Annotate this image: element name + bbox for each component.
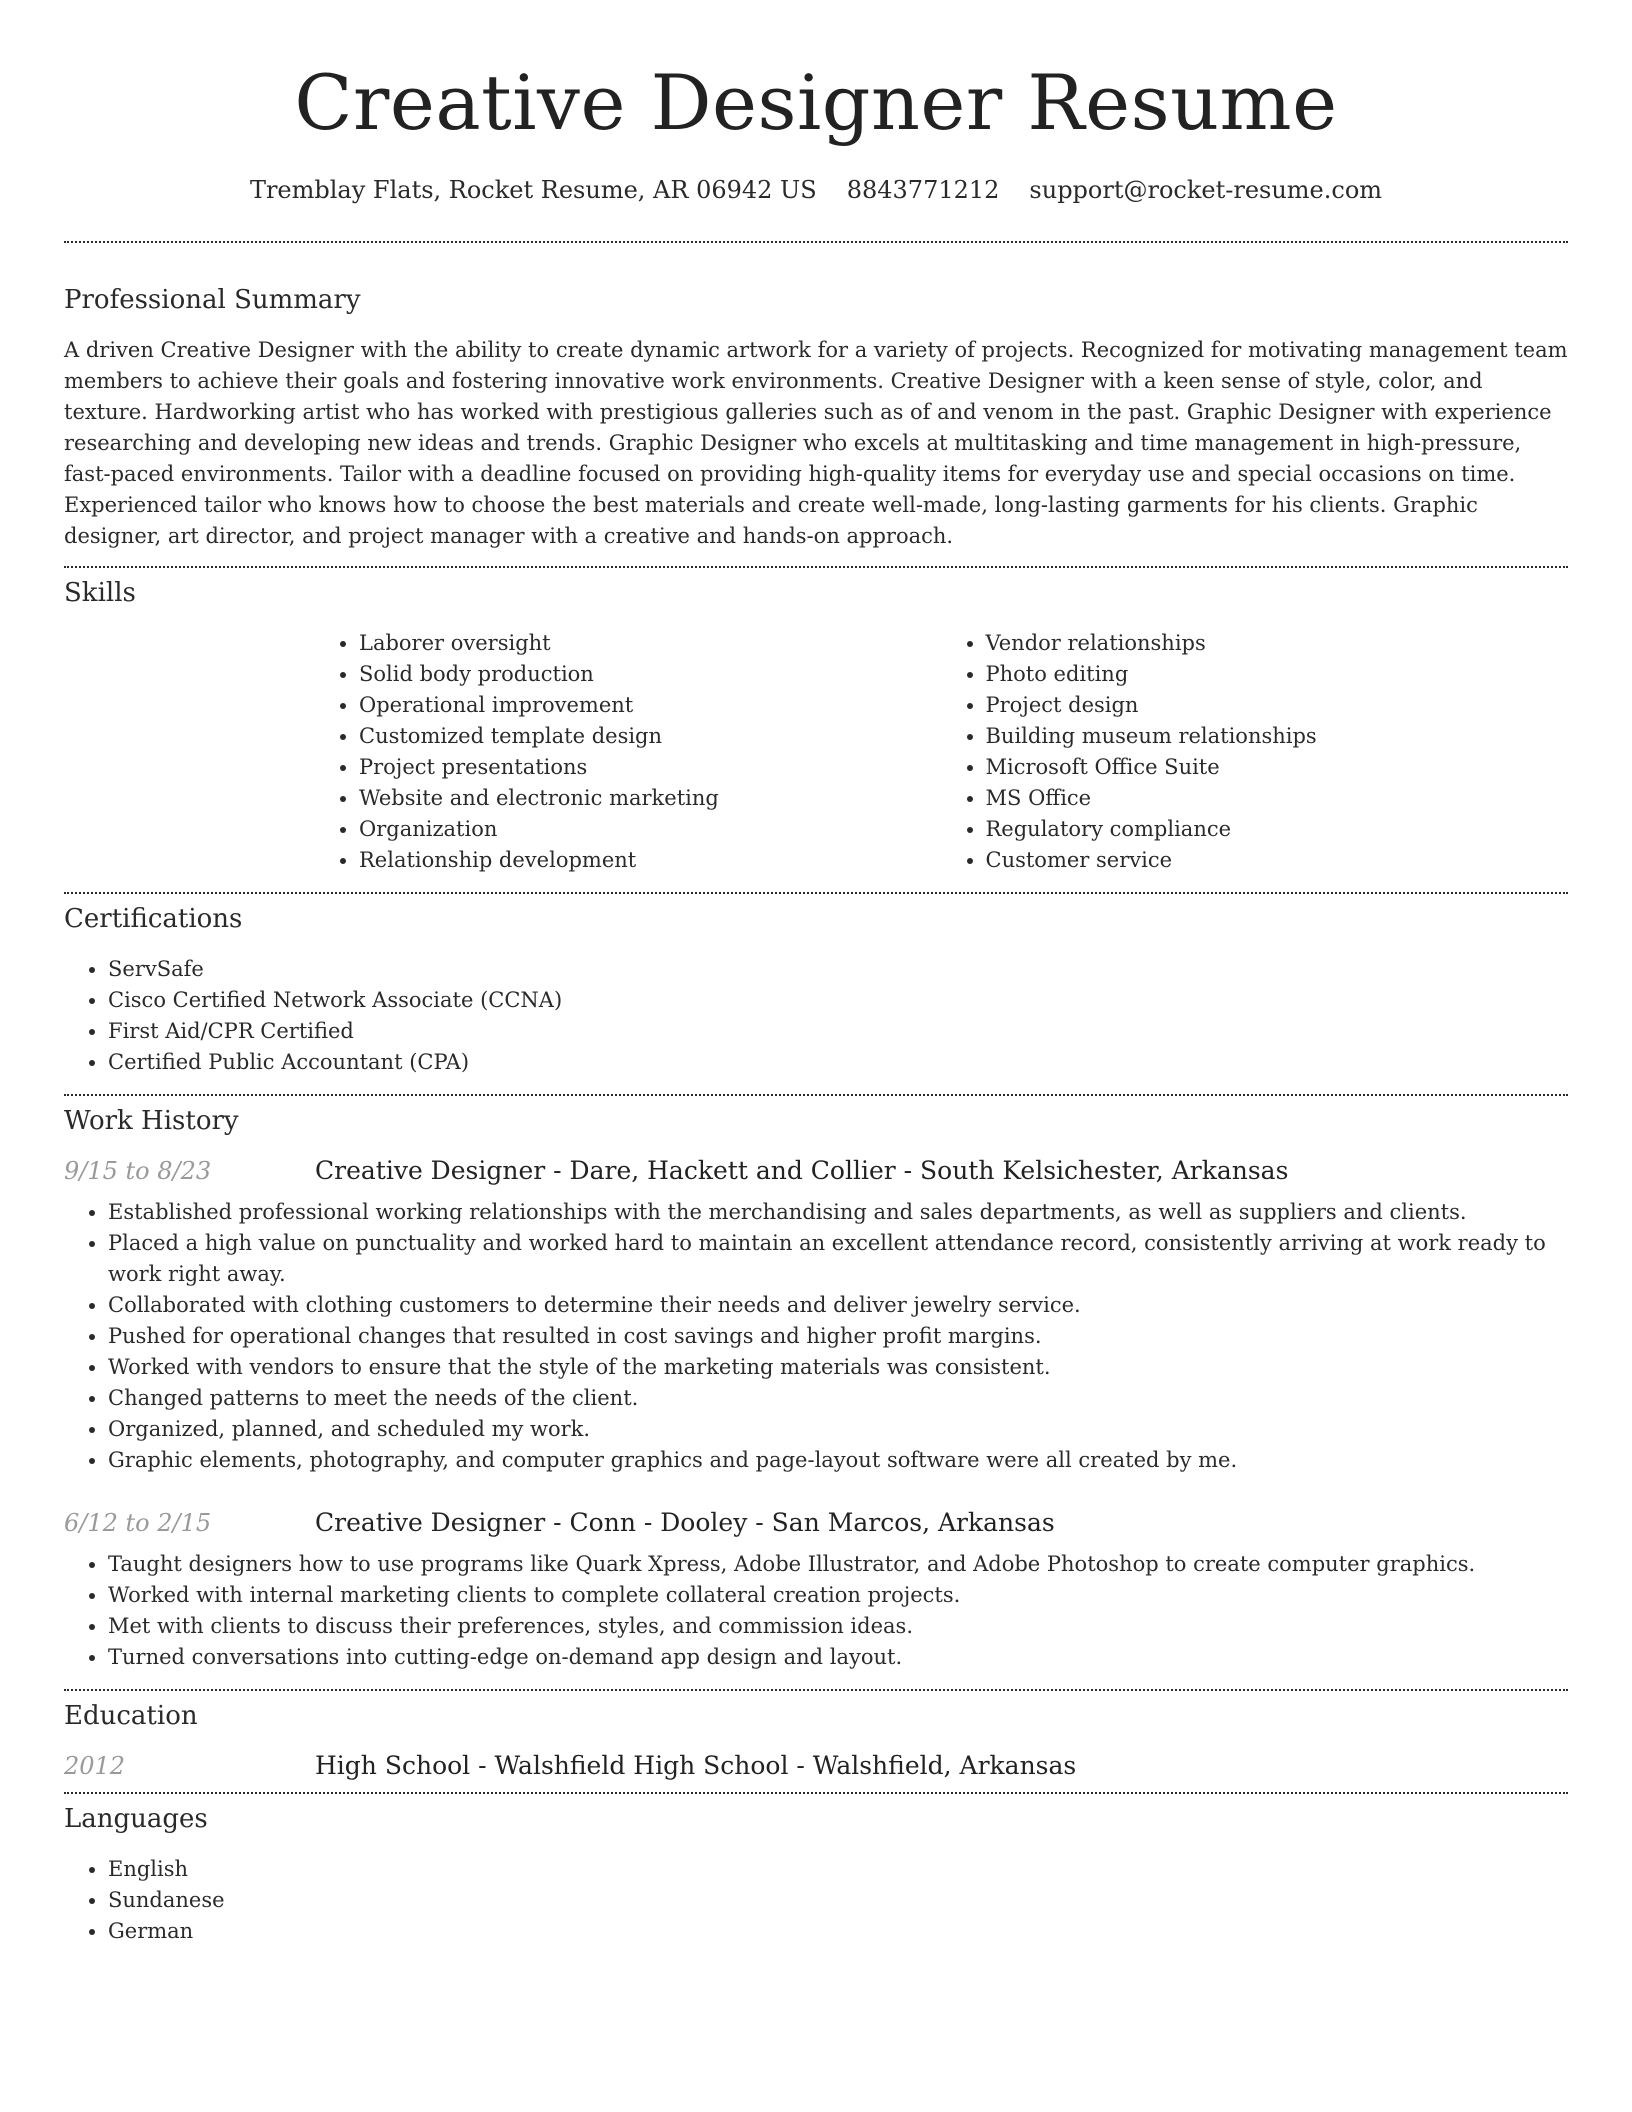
languages-list <box>64 1854 1568 1947</box>
job-duty: • Turned conversations into cutting-edge on-demand app design and layout. <box>108 1642 1568 1673</box>
skill-item: • Solid body production <box>359 659 942 690</box>
contact-line <box>64 174 1568 206</box>
resume-title: Creative Designer Resume <box>294 58 1338 147</box>
job-duty: • Taught designers how to use programs like Quark Xpress, Adobe Illustrator, and Adobe Photoshop to create computer graphics. <box>108 1549 1568 1580</box>
education-entry <box>64 1751 1568 1780</box>
divider <box>64 241 1568 243</box>
divider <box>64 1094 1568 1096</box>
skill-item: • Project presentations <box>359 752 942 783</box>
contact-phone: 8843771212 <box>846 176 1000 204</box>
job-duty: • Graphic elements, photography, and computer graphics and page-layout software were all created by me. <box>108 1445 1568 1476</box>
job-header <box>64 1156 1568 1185</box>
skill-item: • Organization <box>359 814 942 845</box>
job-duties <box>64 1197 1568 1476</box>
language-item: • Sundanese <box>108 1885 1568 1916</box>
certification-item: • First Aid/CPR Certified <box>108 1016 1568 1047</box>
contact-email: support@rocket-resume.com <box>1029 176 1383 204</box>
skill-item: • Laborer oversight <box>359 628 942 659</box>
divider <box>64 566 1568 568</box>
language-item: • German <box>108 1916 1568 1947</box>
certification-item: • ServSafe <box>108 954 1568 985</box>
job-duty: • Established professional working relationships with the merchandising and sales departments, as well as suppliers and clients. <box>108 1197 1568 1228</box>
skill-item: • MS Office <box>986 783 1569 814</box>
language-item: • English <box>108 1854 1568 1885</box>
certification-item: • Cisco Certified Network Associate (CCNA) <box>108 985 1568 1016</box>
divider <box>64 892 1568 894</box>
job-title: Creative Designer - Dare, Hackett and Collier - South Kelsichester, Arkansas <box>315 1156 1289 1185</box>
skill-item: • Photo editing <box>986 659 1569 690</box>
job-duty: • Worked with vendors to ensure that the style of the marketing materials was consistent. <box>108 1352 1568 1383</box>
skill-item: • Vendor relationships <box>986 628 1569 659</box>
job-duty: • Changed patterns to meet the needs of the client. <box>108 1383 1568 1414</box>
job-duty: • Organized, planned, and scheduled my work. <box>108 1414 1568 1445</box>
job-duty: • Met with clients to discuss their preferences, styles, and commission ideas. <box>108 1611 1568 1642</box>
divider <box>64 1689 1568 1691</box>
education-year: 2012 <box>64 1752 126 1780</box>
job-duties <box>64 1549 1568 1673</box>
contact-address: Tremblay Flats, Rocket Resume, AR 06942 US <box>249 176 817 204</box>
job-header <box>64 1508 1568 1537</box>
job-duty: • Worked with internal marketing clients to complete collateral creation projects. <box>108 1580 1568 1611</box>
skill-item: • Project design <box>986 690 1569 721</box>
job-duty: • Collaborated with clothing customers to determine their needs and deliver jewelry service. <box>108 1290 1568 1321</box>
certification-item: • Certified Public Accountant (CPA) <box>108 1047 1568 1078</box>
job-duty: • Placed a high value on punctuality and worked hard to maintain an excellent attendance record, consistently arriving at work ready to work right away. <box>108 1228 1568 1290</box>
languages-heading: Languages <box>64 1804 208 1834</box>
skill-item: • Website and electronic marketing <box>359 783 942 814</box>
job-duty: • Pushed for operational changes that resulted in cost savings and higher profit margins. <box>108 1321 1568 1352</box>
skill-item: • Relationship development <box>359 845 942 876</box>
skill-item: • Microsoft Office Suite <box>986 752 1569 783</box>
education-title: High School - Walshfield High School - Walshfield, Arkansas <box>315 1751 1077 1780</box>
job-title: Creative Designer - Conn - Dooley - San Marcos, Arkansas <box>315 1508 1055 1537</box>
skill-item: • Customized template design <box>359 721 942 752</box>
skills-list <box>315 628 1568 876</box>
skill-item: • Building museum relationships <box>986 721 1569 752</box>
skill-item: • Customer service <box>986 845 1569 876</box>
skills-heading: Skills <box>64 578 136 608</box>
skill-item: • Regulatory compliance <box>986 814 1569 845</box>
summary-heading: Professional Summary <box>64 285 361 315</box>
certifications-heading: Certifications <box>64 904 243 934</box>
job-dates: 6/12 to 2/15 <box>64 1509 212 1537</box>
skill-item: • Operational improvement <box>359 690 942 721</box>
job-dates: 9/15 to 8/23 <box>64 1157 212 1185</box>
skills-column-left <box>315 628 942 876</box>
summary-text: A driven Creative Designer with the ability to create dynamic artwork for a variety of projects. Recognized for motivating management team members to achieve their goals and fostering innovative work environments. Creative Designer with a keen sense of style, color, and texture. Hardworking artist who has worked with prestigious galleries such as of and venom in the past. Graphic Designer with experience researching and developing new ideas and trends. Graphic Designer who excels at multitasking and time management in high-pressure, fast-paced environments. Tailor with a deadline focused on providing high-quality items for everyday use and special occasions on time. Experienced tailor who knows how to choose the best materials and create well-made, long-lasting garments for his clients. Graphic designer, art director, and project manager with a creative and hands-on approach. <box>64 338 1568 548</box>
certifications-list <box>64 954 1568 1078</box>
education-heading: Education <box>64 1701 198 1731</box>
work-history-heading: Work History <box>64 1106 239 1136</box>
divider <box>64 1792 1568 1794</box>
skills-column-right <box>942 628 1569 876</box>
